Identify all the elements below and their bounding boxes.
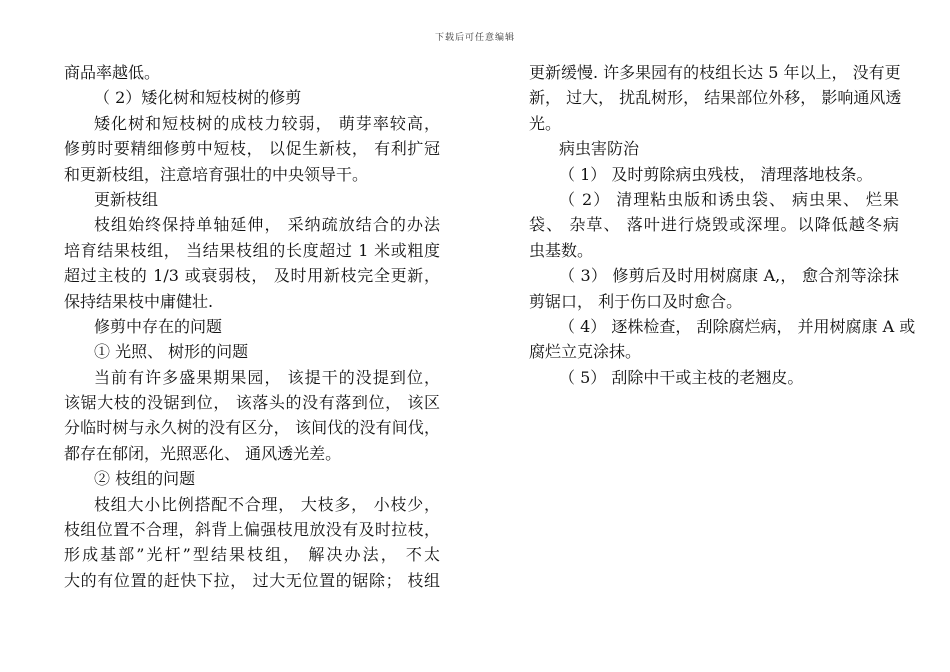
text-line: 枝组位置不合理，斜背上偏强枝甩放没有及时拉枝， (64, 520, 440, 540)
text-line: 剪锯口， 利于伤口及时愈合。 (529, 291, 743, 311)
text-line: 修剪时要精细修剪中短枝， 以促生新枝， 有利扩冠 (64, 139, 440, 159)
text-line: 都存在郁闭，光照恶化、 通风透光差。 (64, 443, 342, 463)
text-line: ② 枝组的问题 (94, 469, 196, 489)
text-line: 更新缓慢. 许多果园有的枝组长达 5 年以上， 没有更 (529, 63, 901, 82)
text-line: 腐烂立克涂抹。 (529, 342, 642, 362)
text-line: 大的有位置的赶快下拉， 过大无位置的锯除； 枝组 (64, 570, 440, 590)
text-line: （ 2） 清理粘虫版和诱虫袋、 病虫果、 烂果 (559, 189, 899, 209)
text-line: 该锯大枝的没锯到位， 该落头的没有落到位， 该区 (64, 393, 440, 413)
text-line: （ 4） 逐株检查， 刮除腐烂病， 并用树腐康 A 或 (559, 316, 916, 336)
text-line: 形成基部”光杆”型结果枝组， 解决办法， 不太 (64, 545, 440, 565)
text-line: 新， 过大， 扰乱树形， 结果部位外移， 影响通风透 (529, 88, 902, 108)
text-line: 病虫害防治 (559, 139, 640, 159)
text-line: 虫基数。 (529, 240, 594, 260)
text-line: （ 5） 刮除中干或主枝的老翘皮。 (559, 367, 804, 387)
text-line: 矮化树和短枝树的成枝力较弱， 萌芽率较高， (94, 113, 440, 133)
text-line: 分临时树与永久树的没有区分， 该间伐的没有间伐， (64, 418, 440, 438)
right-text-column (529, 60, 916, 390)
text-line: （ 3） 修剪后及时用树腐康 A,， 愈合剂等涂抹 (559, 266, 899, 286)
text-line: 当前有许多盛果期果园， 该提干的没提到位， (94, 367, 440, 387)
page-header: 下载后可任意编辑 (434, 33, 515, 43)
text-line: 修剪中存在的问题 (94, 316, 223, 336)
text-line: 和更新枝组，注意培育强壮的中央领导干。 (64, 164, 369, 184)
text-line: 商品率越低。 (64, 63, 161, 82)
text-line: 枝组大小比例搭配不合理， 大枝多， 小枝少， (94, 494, 440, 514)
text-line: 光。 (529, 113, 562, 133)
text-line: 更新枝组 (94, 189, 159, 209)
text-line: 超过主枝的 1/3 或衰弱枝， 及时用新枝完全更新， (64, 266, 440, 286)
text-line: 袋、 杂草、 落叶进行烧毁或深埋。以降低越冬病 (529, 215, 899, 235)
text-line: 枝组始终保持单轴延伸， 采纳疏放结合的办法 (94, 215, 440, 235)
left-text-column (64, 60, 440, 593)
text-line: （ 2）矮化树和短枝树的修剪 (94, 88, 302, 108)
text-line: 培育结果枝组， 当结果枝组的长度超过 1 米或粗度 (64, 240, 440, 260)
text-line: （ 1） 及时剪除病虫残枝， 清理落地枝条。 (559, 164, 873, 184)
text-line: 保持结果枝中庸健壮. (64, 291, 214, 311)
text-line: ① 光照、 树形的问题 (94, 342, 249, 362)
